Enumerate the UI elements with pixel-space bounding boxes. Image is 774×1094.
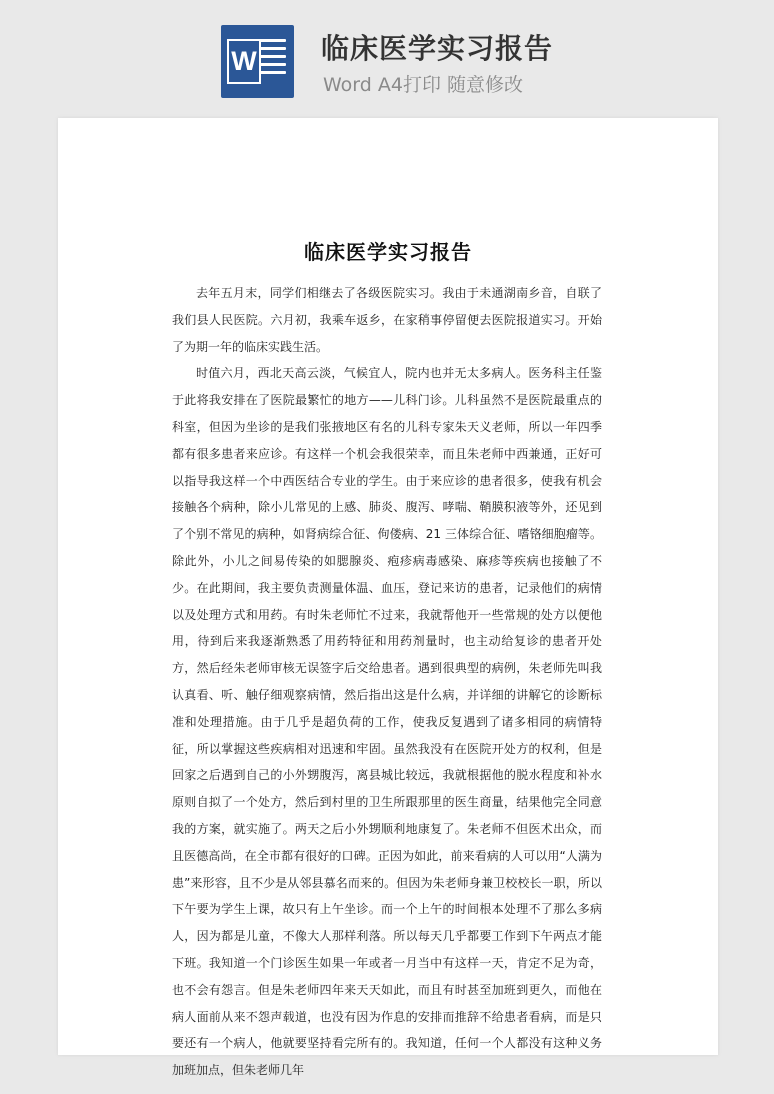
paragraph: 去年五月末，同学们相继去了各级医院实习。我由于未通湖南乡音，自联了我们县人民医院。六月初，我乘车返乡，在家稍事停留便去医院报道实习。开始了为期一年的临床实践生活。 [172, 286, 602, 354]
document-lines-icon [260, 39, 286, 79]
word-logo-icon [221, 25, 294, 98]
paragraph: 时值六月，西北天高云淡，气候宜人，院内也并无太多病人。医务科主任鉴于此将我安排在了医院最繁忙的地方——儿科门诊。儿科虽然不是医院最重点的科室，但因为坐诊的是我们张掖地区有名的儿科专家朱天义老师，所以一年四季都有很多患者来应诊。有这样一个机会我很荣幸，而且朱老师中西兼通，正好可以指导我这样一个中西医结合专业的学生。由于来应诊的患者很多，使我有机会接触各个病种，除小儿常见的上感、肺炎、腹泻、哮喘、鞘膜积液等外，还见到了个别不常见的病种，如肾病综合征、佝偻病、21 三体综合征、嗜铬细胞瘤等。除此外，小儿之间易传染的如腮腺炎、疱疹病毒感染、麻疹等疾病也接触了不少。在此期间，我主要负责测量体温、血压，登记来访的患者，记录他们的病情以及处理方式和用药。有时朱老师忙不过来，我就帮他开一些常规的处方以便他用，待到后来我逐渐熟悉了用药特征和用药剂量时，也主动给复诊的患者开处方，然后经朱老师审核无误签字后交给患者。遇到很典型的病例，朱老师先叫我认真看、听、触仔细观察病情，然后指出这是什么病，并详细的讲解它的诊断标准和处理措施。由于几乎是超负荷的工作，使我反复遇到了诸多相同的病情特征，所以掌握这些疾病相对迅速和牢固。虽然我没有在医院开处方的权利，但是回家之后遇到自己的小外甥腹泻，离县城比较远，我就根据他的脱水程度和补水原则自拟了一个处方，然后到村里的卫生所跟那里的医生商量，结果他完全同意我的方案，就实施了。两天之后小外甥顺利地康复了。朱老师不但医术出众，而且医德高尚，在全市都有很好的口碑。正因为如此，前来看病的人可以用“人满为患”来形容，且不少是从邻县慕名而来的。但因为朱老师身兼卫校校长一职，所以下午要为学生上课，故只有上午坐诊。而一个上午的时间根本处理不了那么多病人，因为都是儿童，不像大人那样利落。所以每天几乎都要工作到下午两点才能下班。我知道一个门诊医生如果一年或者一月当中有这样一天，肯定不足为奇，也不会有怨言。但是朱老师四年来天天如此，而且有时甚至加班到更久，而他在病人面前从来不怨声载道，也没有因为作息的安排而推辞不给患者看病，而是只要还有一个病人，他就要坚持看完所有的。我知道，任何一个人都没有这种义务加班加点，但朱老师几年 [172, 366, 602, 1078]
word-w-letter: W [227, 39, 261, 84]
page-header [0, 0, 774, 118]
header-title: 临床医学实习报告 [321, 32, 554, 65]
header-subtitle: Word A4打印 随意修改 [323, 74, 524, 96]
document-title: 临床医学实习报告 [304, 240, 472, 264]
document-page [58, 118, 718, 1078]
document-body [172, 280, 602, 1084]
